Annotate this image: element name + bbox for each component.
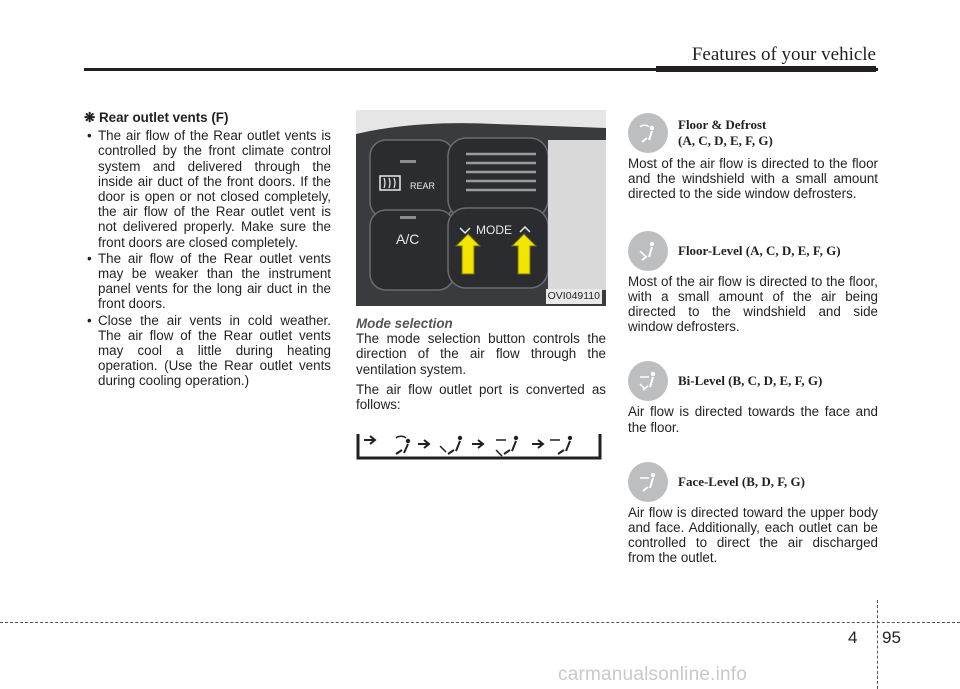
bullet-item: • Close the air vents in cold weather. The air flow of the Rear outlet vents may cool a little during heating operation. (Use the Rear outlet vents during cooling operation.) bbox=[84, 313, 331, 389]
mode-sequence-diagram bbox=[356, 428, 602, 460]
mode-face-level bbox=[628, 459, 878, 566]
rear-outlet-section bbox=[84, 110, 331, 390]
subheading: Mode selection bbox=[356, 316, 453, 331]
footer-divider bbox=[877, 600, 878, 689]
control-panel-photo bbox=[356, 110, 606, 306]
mode-description: Air flow is directed toward the upper body and face. Additionally, each outlet can be controlled to direct the air discharged from the outlet. bbox=[628, 504, 878, 566]
mode-sequence-svg bbox=[356, 428, 602, 460]
section-heading bbox=[84, 110, 331, 125]
mode-button-label: MODE bbox=[476, 223, 512, 237]
floor-defrost-icon bbox=[396, 436, 410, 454]
running-header: Features of your vehicle bbox=[691, 44, 876, 65]
section-heading-text: Rear outlet vents (F) bbox=[98, 110, 229, 125]
bullet-item: • The air flow of the Rear outlet vents may be weaker than the instrument panel vents for the long air duct in the front doors. bbox=[84, 251, 331, 312]
watermark[interactable]: carmanualsonline.info bbox=[558, 664, 748, 685]
mode-title: Face-Level (B, D, F, G) bbox=[678, 473, 805, 489]
bi-level-icon bbox=[628, 361, 668, 401]
bilevel-icon bbox=[496, 436, 518, 456]
mode-floor-defrost bbox=[628, 110, 878, 202]
mode-descriptions bbox=[628, 110, 878, 571]
page-number: 95 bbox=[882, 628, 901, 647]
figure-code: OVI049110 bbox=[546, 289, 602, 304]
mode-title: Floor-Level (A, C, D, E, F, G) bbox=[678, 242, 841, 258]
chapter-number: 4 bbox=[848, 628, 858, 647]
footer-rule bbox=[0, 622, 960, 623]
control-panel-illustration bbox=[356, 110, 606, 306]
mode-title: Floor & Defrost (A, C, D, E, F, G) bbox=[678, 117, 773, 148]
ac-button-label: A/C bbox=[396, 231, 420, 247]
bullet-item: • The air flow of the Rear outlet vents is controlled by the front climate control system and delivered through the inside air duct of the front doors. If the door is open or not closed completely, the air flow of the Rear outlet vent is not delivered properly. Make sure the front doors are closed completely. bbox=[84, 128, 331, 250]
rear-button-label: REAR bbox=[410, 181, 436, 191]
face-level-icon bbox=[628, 462, 668, 502]
mode-description: Air flow is directed towards the face and the floor. bbox=[628, 404, 878, 435]
paragraph: The mode selection button controls the direction of the air flow through the ventilation system. bbox=[356, 331, 606, 377]
mode-title: Bi-Level (B, C, D, E, F, G) bbox=[678, 373, 823, 389]
floor-defrost-icon bbox=[628, 113, 668, 153]
mode-description: Most of the air flow is directed to the floor and the windshield with a small amount directed to the side window defrosters. bbox=[628, 156, 878, 202]
face-icon bbox=[550, 436, 572, 454]
mode-bi-level bbox=[628, 358, 878, 434]
mode-floor-level bbox=[628, 228, 878, 335]
bullet-list bbox=[84, 128, 331, 388]
header-tab-bar bbox=[656, 66, 876, 72]
floor-level-icon bbox=[628, 231, 668, 271]
paragraph: The air flow outlet port is converted as follows: bbox=[356, 381, 606, 413]
floor-icon bbox=[440, 436, 462, 454]
mode-selection-section bbox=[356, 110, 606, 460]
mode-description: Most of the air flow is directed to the floor, with a small amount of the air being directed to the windshield and side window defrosters. bbox=[628, 273, 878, 335]
note-mark: ❋ bbox=[84, 110, 96, 125]
